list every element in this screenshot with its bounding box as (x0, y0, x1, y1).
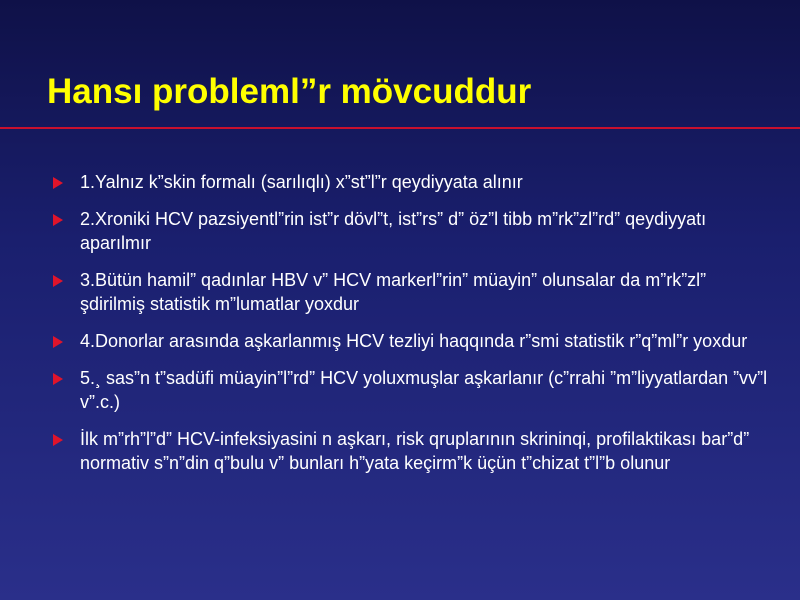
bullet-text: 4.Donorlar arasında aşkarlanmış HCV tezliyi haqqında r”smi statistik r”q”ml”r yoxdur (80, 331, 748, 351)
slide-title: Hansı probleml”r mövcuddur (47, 72, 532, 111)
triangle-bullet-icon (53, 214, 63, 226)
bullet-item-5 (53, 366, 773, 414)
bullet-item-3 (53, 268, 773, 316)
bullet-text: 2.Xroniki HCV pazsiyentl”rin ist”r dövl”t, ist”rs” d” öz”l tibb m”rk”zl”rd” qeydiyyatı aparılmır (80, 209, 707, 253)
bullet-list (53, 170, 773, 488)
bullet-item-2 (53, 207, 773, 255)
bullet-item-6 (53, 427, 773, 475)
bullet-item-4 (53, 329, 773, 353)
triangle-bullet-icon (53, 275, 63, 287)
triangle-bullet-icon (53, 177, 63, 189)
triangle-bullet-icon (53, 434, 63, 446)
title-divider (0, 127, 800, 129)
bullet-text: 5.¸ sas”n t”sadüfi müayin”l”rd” HCV yoluxmuşlar aşkarlanır (c”rrahi ”m”liyyatlardan ”vv”l v”.c.) (80, 368, 768, 412)
triangle-bullet-icon (53, 373, 63, 385)
bullet-item-1 (53, 170, 773, 194)
triangle-bullet-icon (53, 336, 63, 348)
bullet-text: İlk m”rh”l”d” HCV-infeksiyasini n aşkarı, risk qruplarının skrininqi, profilaktikası bar”d” normativ s”n”din q”bulu v” bunları h”yata keçirm”k üçün t”chizat t”l”b olunur (80, 429, 750, 473)
bullet-text: 1.Yalnız k”skin formalı (sarılıqlı) x”st”l”r qeydiyyata alınır (80, 172, 523, 192)
bullet-text: 3.Bütün hamil” qadınlar HBV v” HCV markerl”rin” müayin” olunsalar da m”rk”zl” şdirilmiş statistik m”lumatlar yoxdur (80, 270, 707, 314)
